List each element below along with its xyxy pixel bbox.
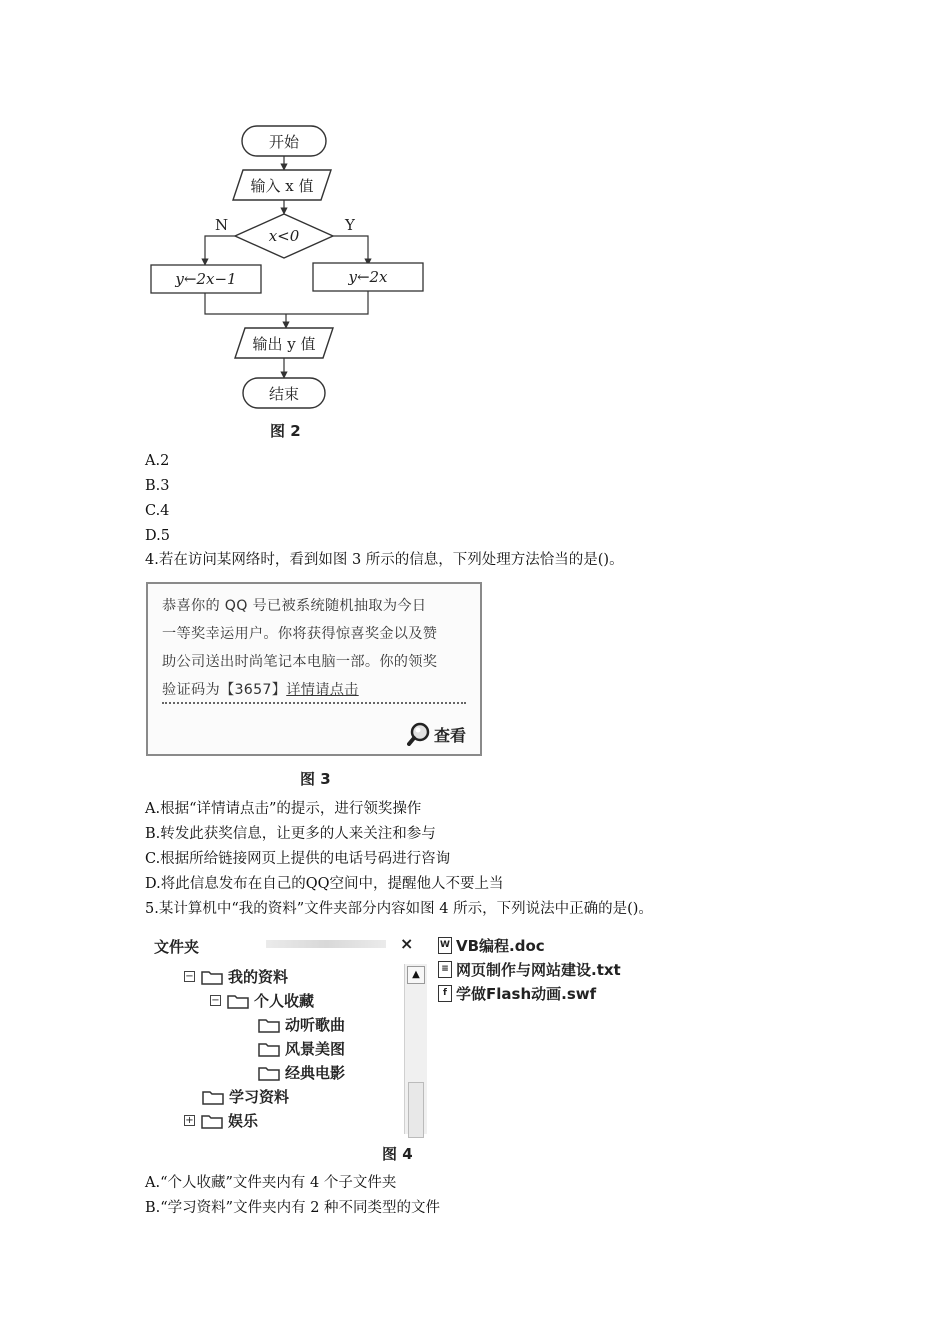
text-file-icon: ≡ — [438, 961, 452, 978]
folder-icon — [201, 1113, 223, 1129]
folder-icon — [227, 993, 249, 1009]
flow-end-text: 结束 — [268, 385, 300, 403]
tree-item-entertainment[interactable] — [184, 1110, 258, 1131]
blurred-toolbar — [266, 940, 386, 948]
expand-icon[interactable]: + — [185, 1115, 194, 1126]
q3-option-b: B.3 — [145, 478, 170, 494]
q5-option-b: B.“学习资料”文件夹内有 2 种不同类型的文件 — [145, 1200, 441, 1216]
file-name: VB编程.doc — [456, 937, 545, 955]
folder-icon — [202, 1089, 224, 1105]
scroll-up-arrow-icon[interactable]: ▲ — [407, 966, 425, 984]
tree-item-movies[interactable] — [258, 1062, 345, 1083]
figure-2-caption: 图 2 — [270, 422, 301, 440]
flow-no-process-text: y←2x−1 — [175, 270, 237, 288]
tree-label: 我的资料 — [228, 968, 289, 986]
file-item-vb-doc[interactable] — [438, 935, 545, 956]
popup-line-1: 恭喜你的 QQ 号已被系统随机抽取为今日 — [162, 598, 427, 614]
popup-line-4: 验证码为【3657】 — [162, 682, 287, 698]
q3-option-c: C.4 — [145, 503, 170, 519]
tree-label: 风景美图 — [285, 1040, 346, 1058]
q4-option-c: C.根据所给链接网页上提供的电话号码进行咨询 — [145, 851, 451, 867]
view-button[interactable] — [407, 722, 466, 746]
flash-file-icon: f — [438, 985, 452, 1002]
popup-message — [162, 592, 478, 704]
tree-item-songs[interactable] — [258, 1014, 345, 1035]
tree-scrollbar[interactable] — [404, 964, 427, 1134]
word-doc-icon: W — [438, 937, 452, 954]
file-item-flash-swf[interactable] — [438, 983, 596, 1004]
flow-output-text: 输出 y 值 — [252, 335, 316, 353]
folder-pane-title: 文件夹 — [154, 938, 200, 956]
tree-label: 动听歌曲 — [285, 1016, 346, 1034]
flow-no-label: N — [215, 216, 229, 234]
collapse-icon[interactable]: − — [211, 995, 220, 1006]
popup-line-2: 一等奖幸运用户。你将获得惊喜奖金以及赞 — [162, 626, 438, 642]
q5-option-a: A.“个人收藏”文件夹内有 4 个子文件夹 — [145, 1175, 397, 1191]
popup-line-3: 助公司送出时尚笔记本电脑一部。你的领奖 — [162, 654, 438, 670]
folder-icon — [201, 969, 223, 985]
file-name: 网页制作与网站建设.txt — [456, 961, 621, 979]
tree-item-personal-favorites[interactable] — [210, 990, 314, 1011]
figure-3-caption: 图 3 — [300, 770, 331, 788]
tree-label: 学习资料 — [229, 1088, 290, 1106]
popup-details-link[interactable]: 详情请点击 — [286, 682, 359, 698]
flow-decision-text: x<0 — [268, 227, 300, 245]
flowchart-figure-2 — [145, 120, 435, 420]
q4-option-a: A.根据“详情请点击”的提示，进行领奖操作 — [145, 801, 422, 817]
q3-option-d: D.5 — [145, 528, 170, 544]
tree-label: 经典电影 — [285, 1064, 346, 1082]
tree-item-scenery[interactable] — [258, 1038, 345, 1059]
flow-input-text: 输入 x 值 — [250, 177, 314, 195]
close-icon[interactable]: × — [400, 934, 414, 953]
folder-icon — [258, 1065, 280, 1081]
flow-yes-label: Y — [345, 216, 355, 234]
flow-yes-process-text: y←2x — [348, 268, 388, 286]
magnifier-icon — [407, 722, 431, 746]
prize-popup-figure-3 — [146, 582, 482, 756]
file-item-web-txt[interactable] — [438, 959, 621, 980]
folder-icon — [258, 1017, 280, 1033]
q4-option-d: D.将此信息发布在自己的QQ空间中，提醒他人不要上当 — [145, 876, 504, 892]
figure-4-caption: 图 4 — [382, 1145, 413, 1163]
tree-label: 娱乐 — [228, 1112, 259, 1130]
collapse-icon[interactable]: − — [185, 971, 194, 982]
file-name: 学做Flash动画.swf — [456, 985, 597, 1003]
tree-item-my-documents[interactable] — [184, 966, 288, 987]
folder-explorer-figure-4 — [146, 928, 434, 1136]
tree-label: 个人收藏 — [254, 992, 315, 1010]
flow-start-text: 开始 — [268, 133, 300, 151]
view-button-label: 查看 — [433, 725, 466, 745]
q4-stem: 4.若在访问某网络时，看到如图 3 所示的信息，下列处理方法恰当的是()。 — [145, 552, 624, 568]
q3-option-a: A.2 — [145, 453, 170, 469]
folder-icon — [258, 1041, 280, 1057]
popup-dotted-divider — [162, 702, 466, 704]
q5-stem: 5.某计算机中“我的资料”文件夹部分内容如图 4 所示，下列说法中正确的是()。 — [145, 901, 653, 917]
q4-option-b: B.转发此获奖信息，让更多的人来关注和参与 — [145, 826, 436, 842]
tree-item-study-materials[interactable] — [202, 1086, 289, 1107]
scroll-thumb[interactable] — [408, 1082, 424, 1138]
